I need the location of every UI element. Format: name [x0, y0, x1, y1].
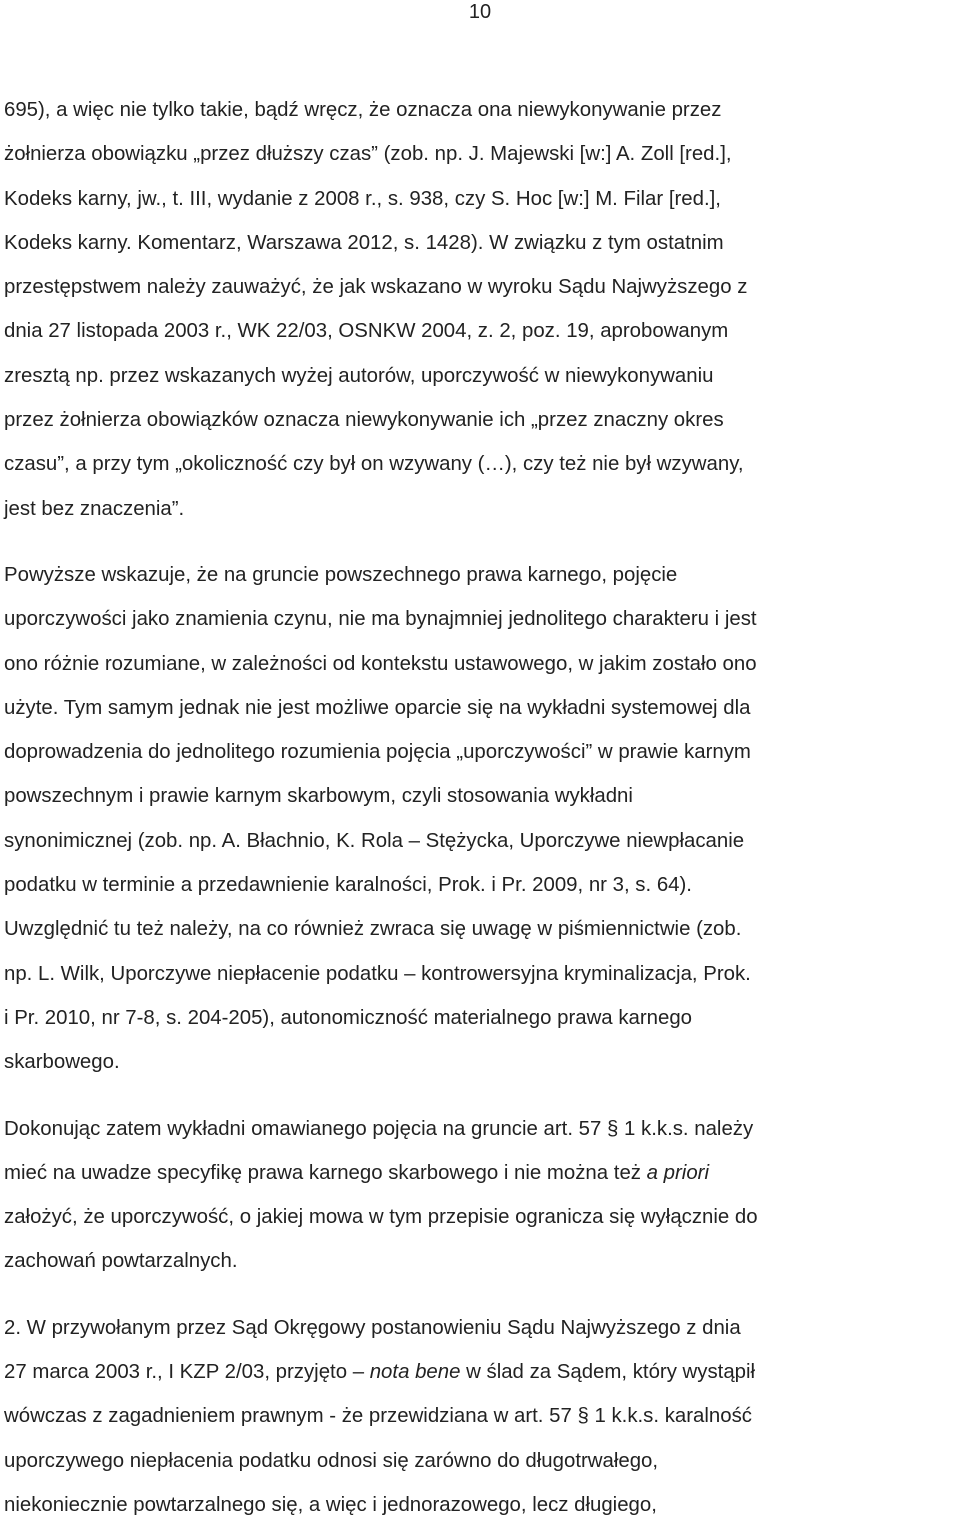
text-line: ono różnie rozumiane, w zależności od kontekstu ustawowego, w jakim zostało ono — [4, 652, 757, 675]
text-line: i Pr. 2010, nr 7-8, s. 204-205), autonomiczność materialnego prawa karnego — [4, 1006, 693, 1029]
text-line: Dokonując zatem wykładni omawianego pojęcia na gruncie art. 57 § 1 k.k.s. należy — [4, 1117, 754, 1140]
text-line: Kodeks karny. Komentarz, Warszawa 2012, s. 1428). W związku z tym ostatnim — [4, 231, 724, 254]
paragraph-spacer — [4, 1284, 956, 1306]
text-line — [4, 1350, 956, 1394]
italic-term: a priori — [646, 1161, 709, 1184]
text-line: zachowań powtarzalnych. — [4, 1250, 238, 1273]
text-line: doprowadzenia do jednolitego rozumienia pojęcia „uporczywości” w prawie karnym — [4, 741, 751, 764]
text-line: założyć, że uporczywość, o jakiej mowa w tym przepisie ogranicza się wyłącznie do — [4, 1206, 758, 1229]
text-line: Powyższe wskazuje, że na gruncie powszechnego prawa karnego, pojęcie — [4, 563, 678, 586]
text-line: jest bez znaczenia”. — [4, 497, 185, 520]
text-line: przestępstwem należy zauważyć, że jak wskazano w wyroku Sądu Najwyższego z — [4, 276, 748, 299]
text-line: uporczywego niepłacenia podatku odnosi się zarówno do długotrwałego, — [4, 1449, 659, 1472]
text-line: uporczywości jako znamienia czynu, nie ma bynajmniej jednolitego charakteru i jest — [4, 608, 757, 631]
text-segment: mieć na uwadze specyfikę prawa karnego skarbowego i nie można też — [4, 1161, 647, 1184]
paragraph-spacer — [4, 1085, 956, 1107]
text-line: zresztą np. przez wskazanych wyżej autorów, uporczywość w niewykonywaniu — [4, 364, 714, 387]
paragraph-1 — [4, 88, 956, 531]
text-line: przez żołnierza obowiązków oznacza niewykonywanie ich „przez znaczny okres — [4, 409, 724, 432]
text-line: czasu”, a przy tym „okoliczność czy był on wzywany (…), czy też nie był wzywany, — [4, 453, 744, 476]
document-body — [4, 88, 956, 1527]
text-line: skarbowego. — [4, 1051, 120, 1074]
text-line: np. L. Wilk, Uporczywe niepłacenie podatku – kontrowersyjna kryminalizacja, Prok. — [4, 962, 751, 985]
text-line: Kodeks karny, jw., t. III, wydanie z 2008 r., s. 938, czy S. Hoc [w:] M. Filar [red.], — [4, 187, 721, 210]
text-line: żołnierza obowiązku „przez dłuższy czas” (zob. np. J. Majewski [w:] A. Zoll [red.], — [4, 143, 732, 166]
paragraph-3 — [4, 1107, 956, 1284]
paragraph-4 — [4, 1306, 956, 1527]
paragraph-spacer — [4, 531, 956, 553]
text-segment: 27 marca 2003 r., I KZP 2/03, przyjęto – — [4, 1361, 370, 1384]
italic-term: nota bene — [369, 1361, 461, 1384]
text-line: niekoniecznie powtarzalnego się, a więc i jednorazowego, lecz długiego, — [4, 1493, 657, 1516]
text-line: użyte. Tym samym jednak nie jest możliwe oparcie się na wykładni systemowej dla — [4, 696, 751, 719]
text-segment: w ślad za Sądem, który wystąpił — [460, 1361, 756, 1384]
text-line: powszechnym i prawie karnym skarbowym, czyli stosowania wykładni — [4, 785, 633, 808]
paragraph-2 — [4, 553, 956, 1085]
text-line — [4, 1151, 956, 1195]
text-line: podatku w terminie a przedawnienie karalności, Prok. i Pr. 2009, nr 3, s. 64). — [4, 874, 692, 897]
text-line: Uwzględnić tu też należy, na co również zwraca się uwagę w piśmiennictwie (zob. — [4, 918, 742, 941]
page-number: 10 — [468, 1, 492, 23]
text-line: dnia 27 listopada 2003 r., WK 22/03, OSNKW 2004, z. 2, poz. 19, aprobowanym — [4, 320, 729, 343]
text-line: wówczas z zagadnieniem prawnym - że przewidziana w art. 57 § 1 k.k.s. karalność — [4, 1405, 752, 1428]
text-line: 2. W przywołanym przez Sąd Okręgowy postanowieniu Sądu Najwyższego z dnia — [4, 1316, 741, 1339]
text-line: synonimicznej (zob. np. A. Błachnio, K. Rola – Stężycka, Uporczywe niewpłacanie — [4, 829, 745, 852]
text-line: 695), a więc nie tylko takie, bądź wręcz, że oznacza ona niewykonywanie przez — [4, 99, 722, 121]
